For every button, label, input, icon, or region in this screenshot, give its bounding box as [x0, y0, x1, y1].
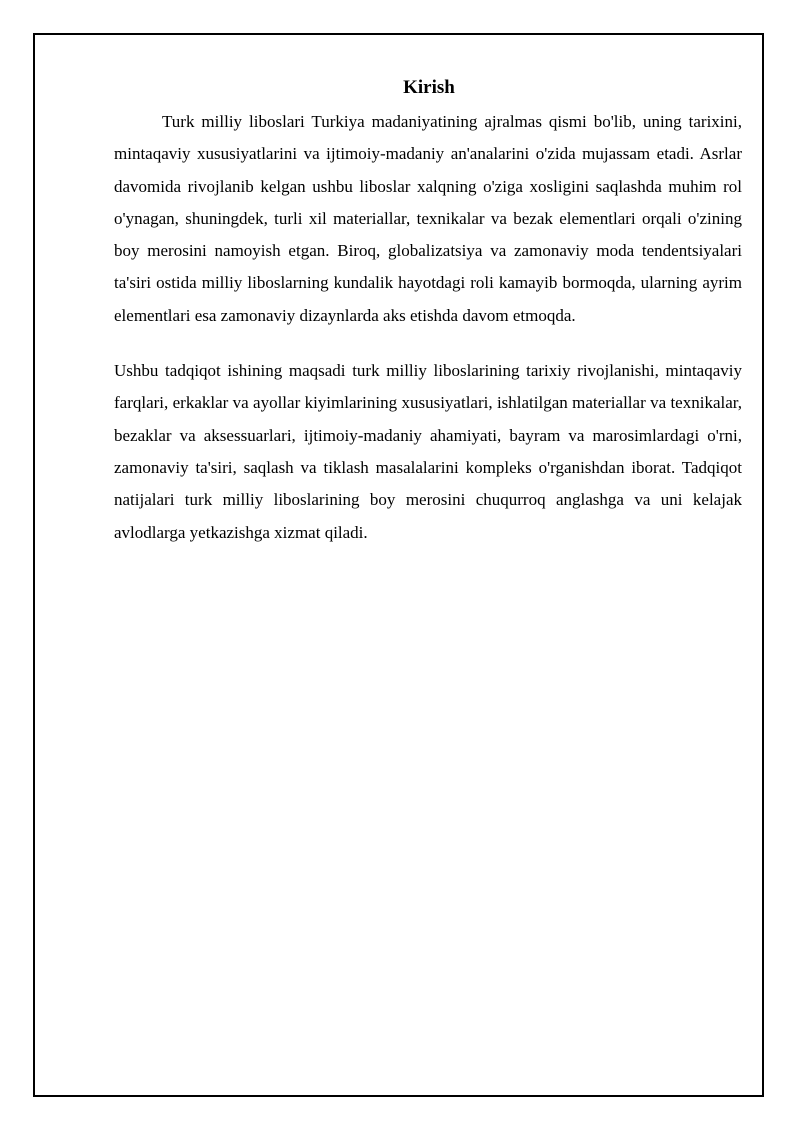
purpose-paragraph: Ushbu tadqiqot ishining maqsadi turk milliy liboslarining tarixiy rivojlanishi, mintaqaviy farqlari, erkaklar va ayollar kiyimlarining xususiyatlari, ishlatilgan materiallar va texnikalar, bezaklar va aksessuarlari, ijtimoiy-madaniy ahamiyati, bayram va marosimlardagi o'rni, zamonaviy ta'siri, saqlash va tiklash masalalarini kompleks o'rganishdan iborat. Tadqiqot natijalari turk milliy liboslarining boy merosini chuqurroq anglashga va uni kelajak avlodlarga yetkazishga xizmat qiladi.: [114, 361, 742, 542]
intro-paragraph: Turk milliy liboslari Turkiya madaniyatining ajralmas qismi bo'lib, uning tarixini, mintaqaviy xususiyatlarini va ijtimoiy-madaniy an'analarini o'zida mujassam etadi. Asrlar davomida rivojlanib kelgan ushbu liboslar xalqning o'ziga xosligini saqlashda muhim rol o'ynagan, shuningdek, turli xil materiallar, texnikalar va bezak elementlari orqali o'zining boy merosini namoyish etgan. Biroq, globalizatsiya va zamonaviy moda tendentsiyalari ta'siri ostida milliy liboslarning kundalik hayotdagi roli kamayib bormoqda, ularning ayrim elementlari esa zamonaviy dizaynlarda aks etishda davom etmoqda.: [114, 112, 742, 325]
document-body: [114, 76, 742, 549]
document-title: Kirish: [403, 77, 455, 98]
